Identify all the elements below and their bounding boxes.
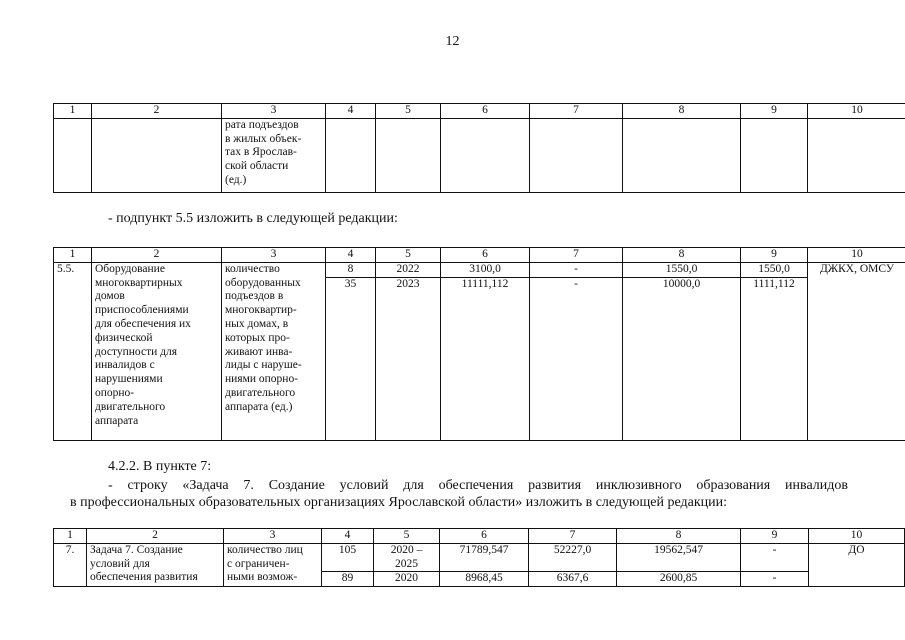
cell-federal	[530, 118, 623, 192]
paragraph-point-4-2-2: 4.2.2. В пункте 7:	[108, 459, 212, 474]
table-header-row	[54, 529, 905, 544]
cell-year	[376, 118, 441, 192]
cell-federal: -	[530, 277, 623, 440]
cell-local	[741, 118, 808, 192]
header-cell: 8	[617, 529, 741, 544]
header-cell: 1	[54, 529, 87, 544]
header-cell: 7	[529, 529, 617, 544]
cell-value: 105	[322, 543, 374, 572]
cell-name: Оборудование многоквартирных домов приспособлениями для обеспечения их физической доступности для инвалидов с нарушениями опорно- двигательного аппарата	[92, 262, 222, 440]
cell-regional: 2600,85	[617, 572, 741, 587]
cell-year: 2020	[374, 572, 440, 587]
cell-indicator: количество оборудованных подъездов в многоквартир- ных домах, в которых про- живают инва- лиды с наруше- ниями опорно- двигательного аппарата (ед.)	[222, 262, 326, 440]
cell-total	[441, 118, 530, 192]
cell-regional: 19562,547	[617, 543, 741, 572]
header-cell: 6	[441, 248, 530, 263]
header-cell: 6	[440, 529, 529, 544]
cell-number: 5.5.	[54, 262, 92, 440]
cell-federal: -	[530, 262, 623, 277]
cell-local: 1111,112	[741, 277, 808, 440]
cell-value	[326, 118, 376, 192]
cell-number: 7.	[54, 543, 87, 586]
cell-total: 3100,0	[441, 262, 530, 277]
cell-federal: 52227,0	[529, 543, 617, 572]
table-header-row	[54, 248, 905, 263]
cell-value: 35	[326, 277, 376, 440]
header-cell: 9	[741, 529, 809, 544]
cell-federal: 6367,6	[529, 572, 617, 587]
cell-total: 71789,547	[440, 543, 529, 572]
cell-name	[92, 118, 222, 192]
page-number: 12	[445, 34, 460, 49]
cell-executor: ДО	[809, 543, 905, 586]
cell-regional: 1550,0	[623, 262, 741, 277]
header-cell: 4	[322, 529, 374, 544]
cell-number	[54, 118, 92, 192]
cell-total: 11111,112	[441, 277, 530, 440]
cell-indicator: количество лиц с ограничен- ными возмож-	[224, 543, 322, 586]
header-cell: 4	[326, 104, 376, 119]
cell-local: -	[741, 572, 809, 587]
table-subpoint-5-5	[53, 247, 905, 441]
header-cell: 2	[92, 104, 222, 119]
header-cell: 3	[222, 104, 326, 119]
header-cell: 7	[530, 104, 623, 119]
header-cell: 5	[376, 104, 441, 119]
table-row	[54, 118, 905, 192]
header-cell: 8	[623, 248, 741, 263]
header-cell: 10	[808, 104, 905, 119]
cell-value: 8	[326, 262, 376, 277]
header-cell: 3	[222, 248, 326, 263]
cell-year: 2022	[376, 262, 441, 277]
header-cell: 10	[808, 248, 905, 263]
header-cell: 10	[809, 529, 905, 544]
cell-value: 89	[322, 572, 374, 587]
header-cell: 3	[224, 529, 322, 544]
header-cell: 7	[530, 248, 623, 263]
cell-total: 8968,45	[440, 572, 529, 587]
paragraph-subpoint: - подпункт 5.5 изложить в следующей редакции:	[108, 211, 398, 226]
header-cell: 2	[92, 248, 222, 263]
header-cell: 6	[441, 104, 530, 119]
table-row	[54, 543, 905, 572]
header-cell: 4	[326, 248, 376, 263]
header-cell: 1	[54, 248, 92, 263]
header-cell: 1	[54, 104, 92, 119]
header-cell: 5	[374, 529, 440, 544]
table-row	[54, 262, 905, 277]
paragraph-task-7-line2: в профессиональных образовательных организациях Ярославской области» изложить в следующей редакции:	[70, 495, 728, 510]
table-task-7	[53, 528, 905, 587]
cell-local: -	[741, 543, 809, 572]
cell-name: Задача 7. Создание условий для обеспечения развития	[87, 543, 224, 586]
table-continuation	[53, 103, 905, 193]
cell-local: 1550,0	[741, 262, 808, 277]
table-header-row	[54, 104, 905, 119]
header-cell: 9	[741, 104, 808, 119]
cell-indicator: рата подъездов в жилых объек- тах в Ярослав- ской области (ед.)	[222, 118, 326, 192]
header-cell: 2	[87, 529, 224, 544]
cell-year: 2023	[376, 277, 441, 440]
header-cell: 5	[376, 248, 441, 263]
cell-regional	[623, 118, 741, 192]
cell-executor	[808, 118, 905, 192]
cell-regional: 10000,0	[623, 277, 741, 440]
header-cell: 8	[623, 104, 741, 119]
cell-year: 2020 – 2025	[374, 543, 440, 572]
paragraph-task-7-line1: - строку «Задача 7. Создание условий для обеспечения развития инклюзивного образования инвалидов	[108, 478, 848, 493]
cell-executor: ДЖКХ, ОМСУ	[808, 262, 905, 440]
header-cell: 9	[741, 248, 808, 263]
